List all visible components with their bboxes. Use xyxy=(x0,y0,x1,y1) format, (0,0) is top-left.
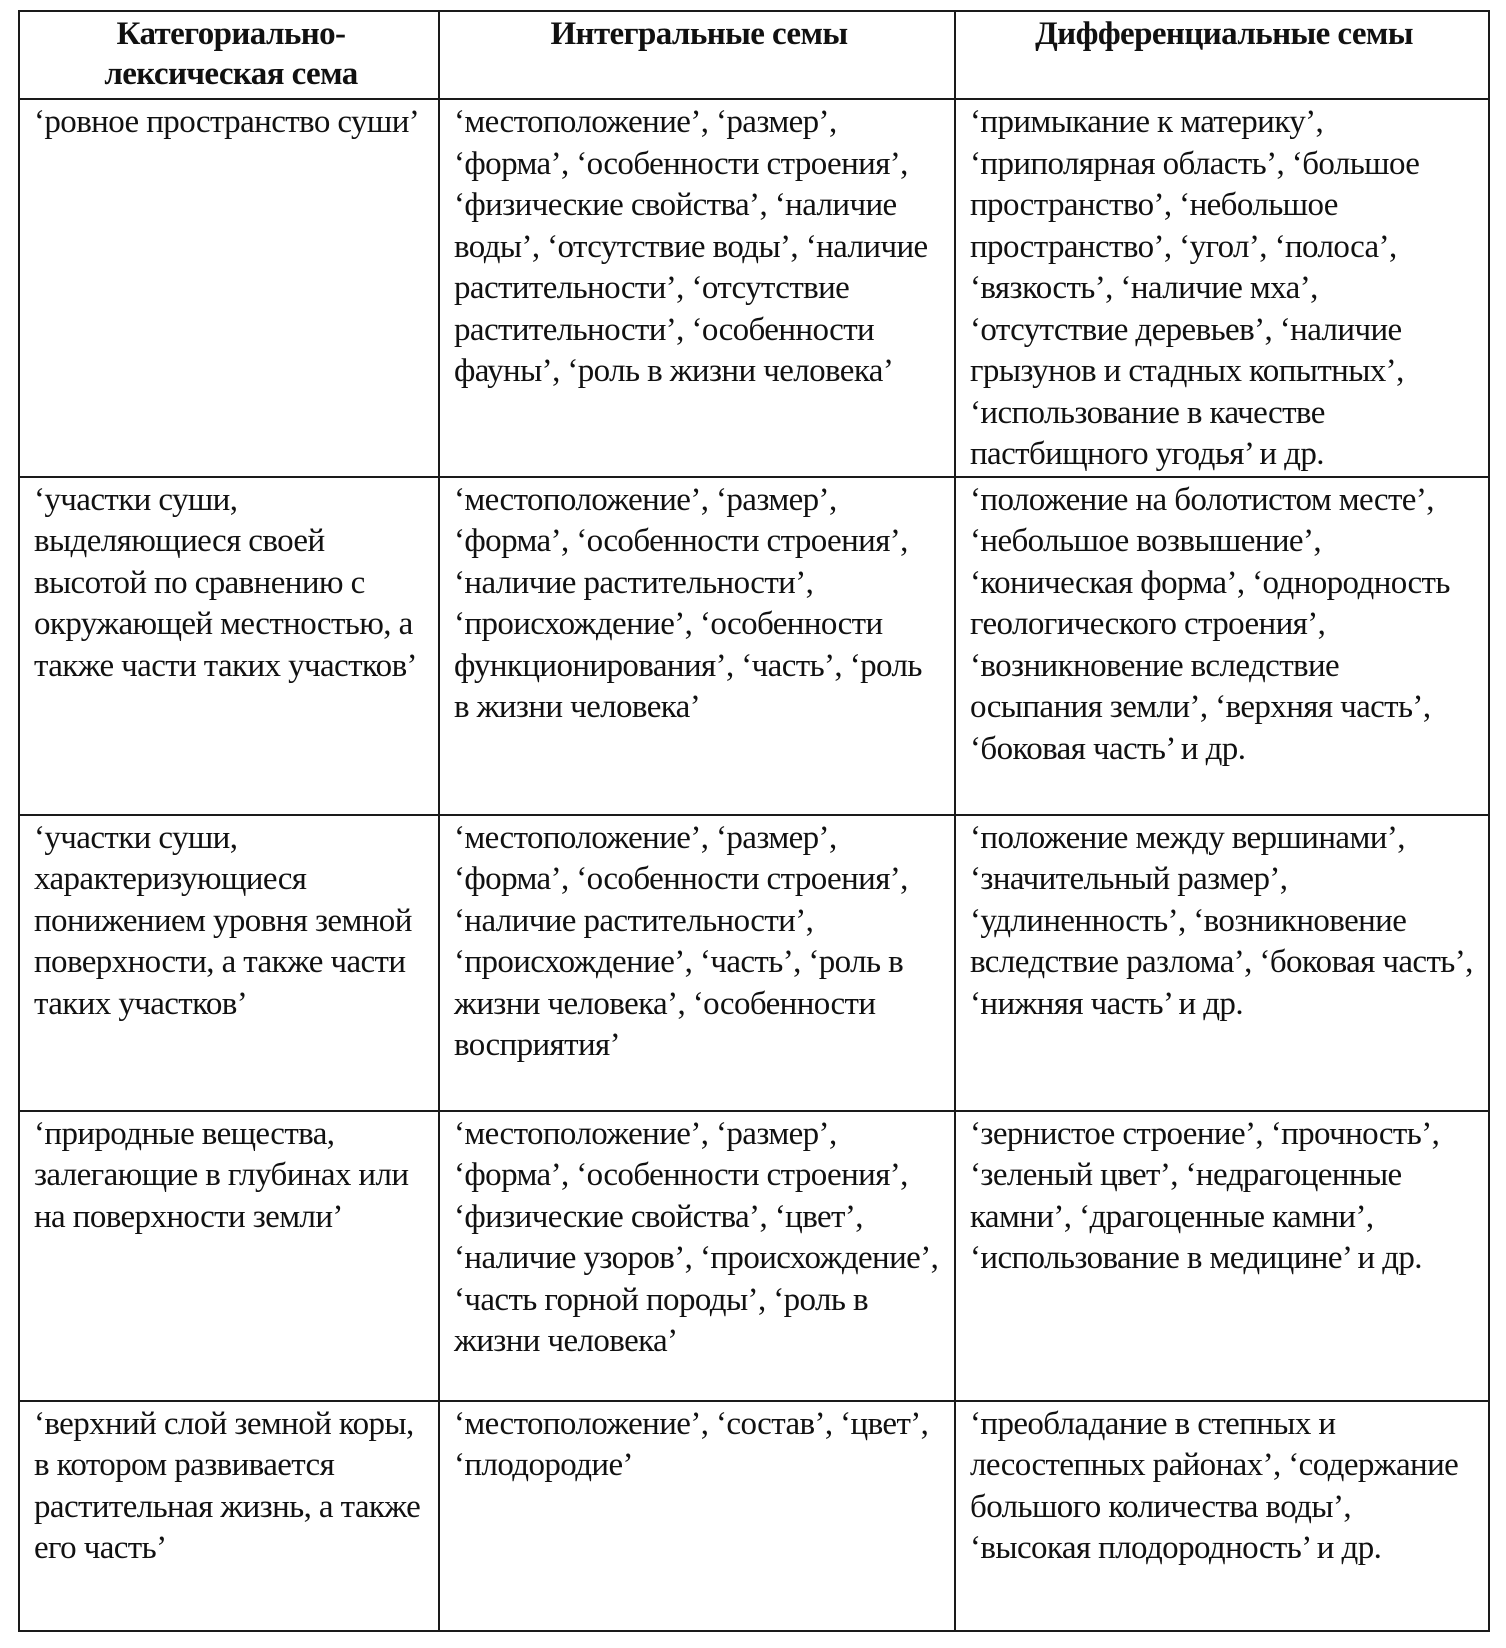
header-integral-semes: Интегральные семы xyxy=(439,11,955,99)
table-row xyxy=(19,1401,1489,1631)
table-row xyxy=(19,815,1489,1111)
header-differential-semes: Дифференциальные семы xyxy=(955,11,1489,99)
differential-cell xyxy=(955,1401,1489,1631)
differential-text: ‘положение между вершинами’, ‘значительный размер’, ‘удлиненность’, ‘возникновение вследствие разлома’, ‘боковая часть’, ‘нижняя часть’ и др. xyxy=(970,819,1473,1022)
integral-text: ‘местоположение’, ‘состав’, ‘цвет’, ‘плодородие’ xyxy=(454,1405,929,1483)
integral-cell xyxy=(439,1111,955,1401)
differential-text: ‘преобладание в степных и лесостепных районах’, ‘содержание большого количества воды’, ‘высокая плодородность’ и др. xyxy=(970,1405,1459,1566)
integral-cell xyxy=(439,99,955,477)
integral-cell xyxy=(439,1401,955,1631)
differential-cell xyxy=(955,99,1489,477)
table-header-row xyxy=(19,11,1489,99)
category-cell xyxy=(19,477,439,815)
category-text: ‘участки суши, характеризующиеся понижением уровня земной поверхности, а также части таких участков’ xyxy=(34,819,412,1022)
differential-text: ‘зернистое строение’, ‘прочность’, ‘зеленый цвет’, ‘недрагоценные камни’, ‘драгоценные камни’, ‘использование в медицине’ и др. xyxy=(970,1115,1440,1276)
category-text: ‘природные вещества, залегающие в глубинах или на поверхности земли’ xyxy=(34,1115,409,1235)
category-cell xyxy=(19,99,439,477)
semes-table xyxy=(18,10,1490,1632)
differential-cell xyxy=(955,1111,1489,1401)
table-row xyxy=(19,477,1489,815)
category-text: ‘участки суши, выделяющиеся своей высотой по сравнению с окружающей местностью, а также части таких участков’ xyxy=(34,481,417,684)
integral-text: ‘местоположение’, ‘размер’, ‘форма’, ‘особенности строения’, ‘физические свойства’, ‘цвет’, ‘наличие узоров’, ‘происхождение’, ‘часть горной породы’, ‘роль в жизни человека’ xyxy=(454,1115,939,1359)
table-row xyxy=(19,99,1489,477)
category-text: ‘верхний слой земной коры, в котором развивается растительная жизнь, а также его часть’ xyxy=(34,1405,421,1566)
document-page xyxy=(18,10,1488,1632)
integral-cell xyxy=(439,815,955,1111)
integral-text: ‘местоположение’, ‘размер’, ‘форма’, ‘особенности строения’, ‘наличие растительности’, ‘происхождение’, ‘особенности функционирования’, ‘часть’, ‘роль в жизни человека’ xyxy=(454,481,922,725)
category-cell xyxy=(19,1401,439,1631)
differential-text: ‘примыкание к материку’, ‘приполярная область’, ‘большое пространство’, ‘небольшое пространство’, ‘угол’, ‘полоса’, ‘вязкость’, ‘наличие мха’, ‘отсутствие деревьев’, ‘наличие грызунов и стадных копытных’, ‘использование в качестве пастбищного угодья’ и др. xyxy=(970,104,1420,472)
differential-cell xyxy=(955,815,1489,1111)
differential-cell xyxy=(955,477,1489,815)
integral-text: ‘местоположение’, ‘размер’, ‘форма’, ‘особенности строения’, ‘физические свойства’, ‘наличие воды’, ‘отсутствие воды’, ‘наличие растительности’, ‘отсутствие растительности’, ‘особенности фауны’, ‘роль в жизни человека’ xyxy=(454,104,928,389)
integral-cell xyxy=(439,477,955,815)
category-text: ‘ровное пространство суши’ xyxy=(34,104,420,140)
category-cell xyxy=(19,815,439,1111)
integral-text: ‘местоположение’, ‘размер’, ‘форма’, ‘особенности строения’, ‘наличие растительности’, ‘происхождение’, ‘часть’, ‘роль в жизни человека’, ‘особенности восприятия’ xyxy=(454,819,908,1063)
table-row xyxy=(19,1111,1489,1401)
header-category-seme: Категориально-лексическая сема xyxy=(19,11,439,99)
differential-text: ‘положение на болотистом месте’, ‘небольшое возвышение’, ‘коническая форма’, ‘однородность геологического строения’, ‘возникновение вследствие осыпания земли’, ‘верхняя часть’, ‘боковая часть’ и др. xyxy=(970,481,1450,767)
category-cell xyxy=(19,1111,439,1401)
